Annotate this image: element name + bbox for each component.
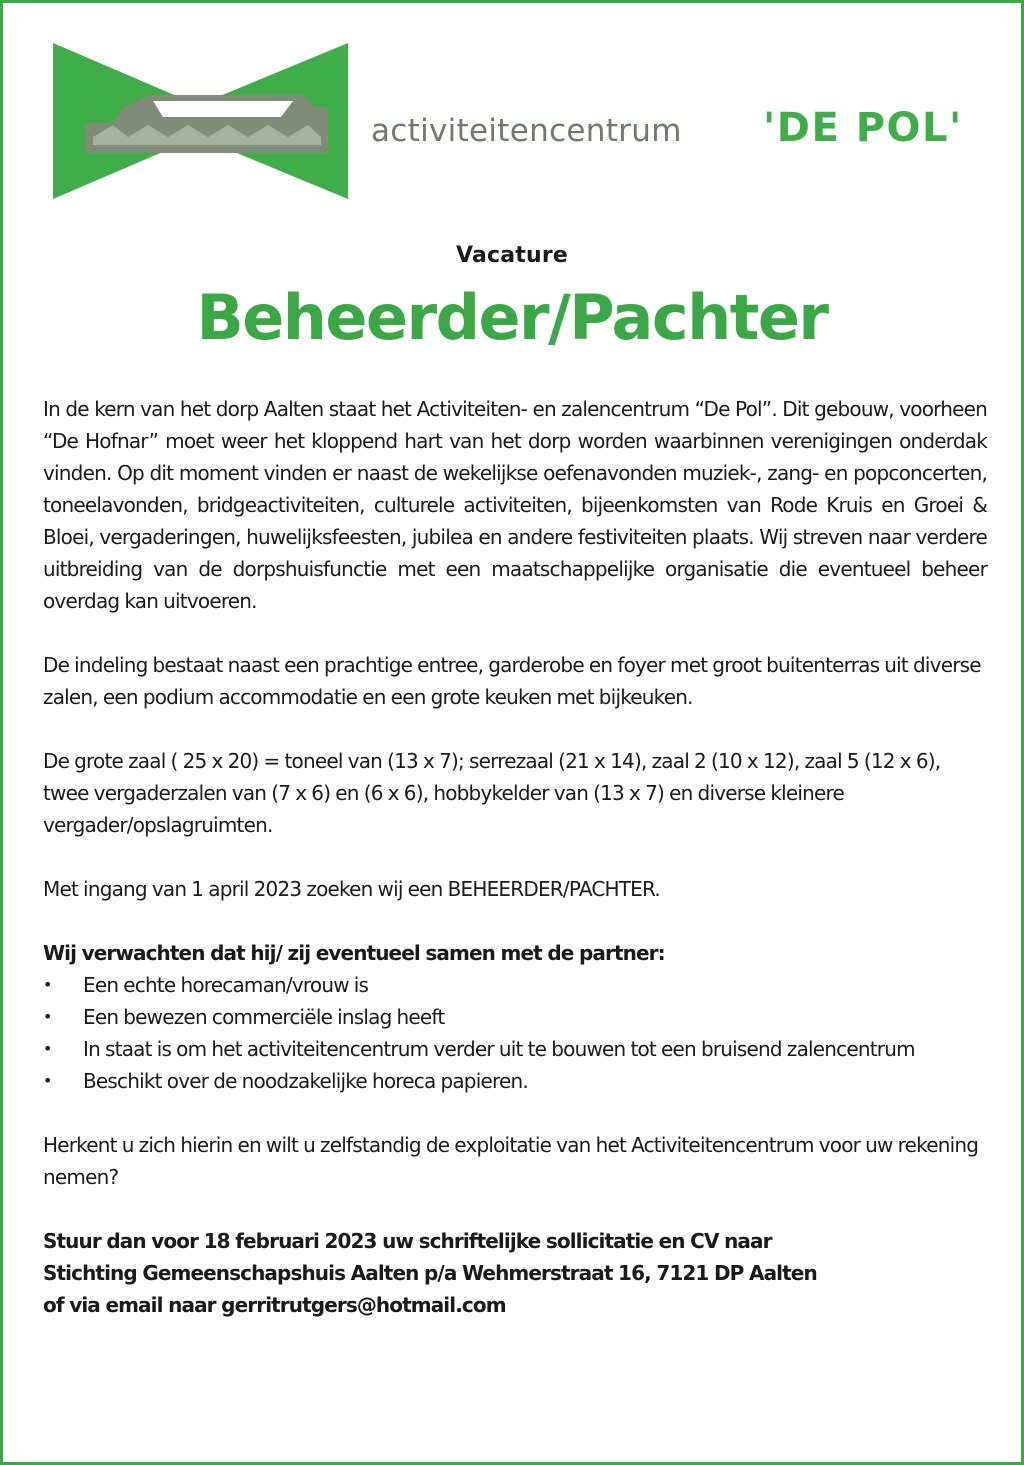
requirements-heading: Wij verwachten dat hij/ zij eventueel samen met de partner: [43, 941, 665, 965]
start-paragraph: Met ingang van 1 april 2023 zoeken wij een BEHEERDER/PACHTER. [43, 877, 660, 901]
intro-paragraph: In de kern van het dorp Aalten staat het Activiteiten- en zalencentrum “De Pol”. Dit gebouw, voorheen “De Hofnar” moet weer het kloppend hart van het dorp worden waarbinnen verenigingen onderdak vinden. Op dit moment vinden er naast de wekelijkse oefenavonden muziek-, zang- en popconcerten, toneelavonden, bridgeactiviteiten, culturele activiteiten, bijeenkomsten van Rode Kruis en Groei & Bloei, vergaderingen, huwelijksfeesten, jubilea en andere festiviteiten plaats. Wij streven naar verdere uitbreiding van de dorpshuisfunctie met een maatschappelijke organisatie die eventueel beheer overdag kan uitvoeren. [43, 397, 987, 613]
layout-paragraph: De indeling bestaat naast een prachtige entree, garderobe en foyer met groot buitenterras uit diverse zalen, een podium accommodatie en een grote keuken met bijkeuken. [43, 653, 981, 709]
list-item: • In staat is om het activiteitencentrum verder uit te bouwen tot een bruisend zalencentrum [43, 1033, 987, 1065]
apply-line-1: Stuur dan voor 18 februari 2023 uw schriftelijke sollicitatie en CV naar [43, 1229, 772, 1253]
org-prefix-text: activiteitencentrum [371, 113, 682, 149]
apply-line-3: of via email naar gerritrutgers@hotmail.com [43, 1293, 506, 1317]
logo [53, 41, 993, 201]
list-item: • Een bewezen commerciële inslag heeft [43, 1001, 987, 1033]
list-item: • Een echte horecaman/vrouw is [43, 969, 987, 1001]
list-item: • Beschikt over de noodzakelijke horeca papieren. [43, 1065, 987, 1097]
org-name-text: 'DE POL' [763, 105, 963, 151]
logo-emblem-icon [53, 41, 993, 201]
kicker: Vacature [455, 243, 569, 268]
apply-line-2: Stichting Gemeenschapshuis Aalten p/a Wehmerstraat 16, 7121 DP Aalten [43, 1261, 817, 1285]
page-title: Beheerder/Pachter [196, 281, 828, 354]
body-text [43, 393, 987, 1321]
requirements-list [43, 969, 987, 1097]
closing-question: Herkent u zich hierin en wilt u zelfstandig de exploitatie van het Activiteitencentrum voor uw rekening nemen? [43, 1133, 979, 1189]
rooms-paragraph: De grote zaal ( 25 x 20) = toneel van (13 x 7); serrezaal (21 x 14), zaal 2 (10 x 12), zaal 5 (12 x 6), twee vergaderzalen van (7 x 6) en (6 x 6), hobbykelder van (13 x 7) en diverse kleinere vergader/opslagruimten. [43, 749, 941, 837]
